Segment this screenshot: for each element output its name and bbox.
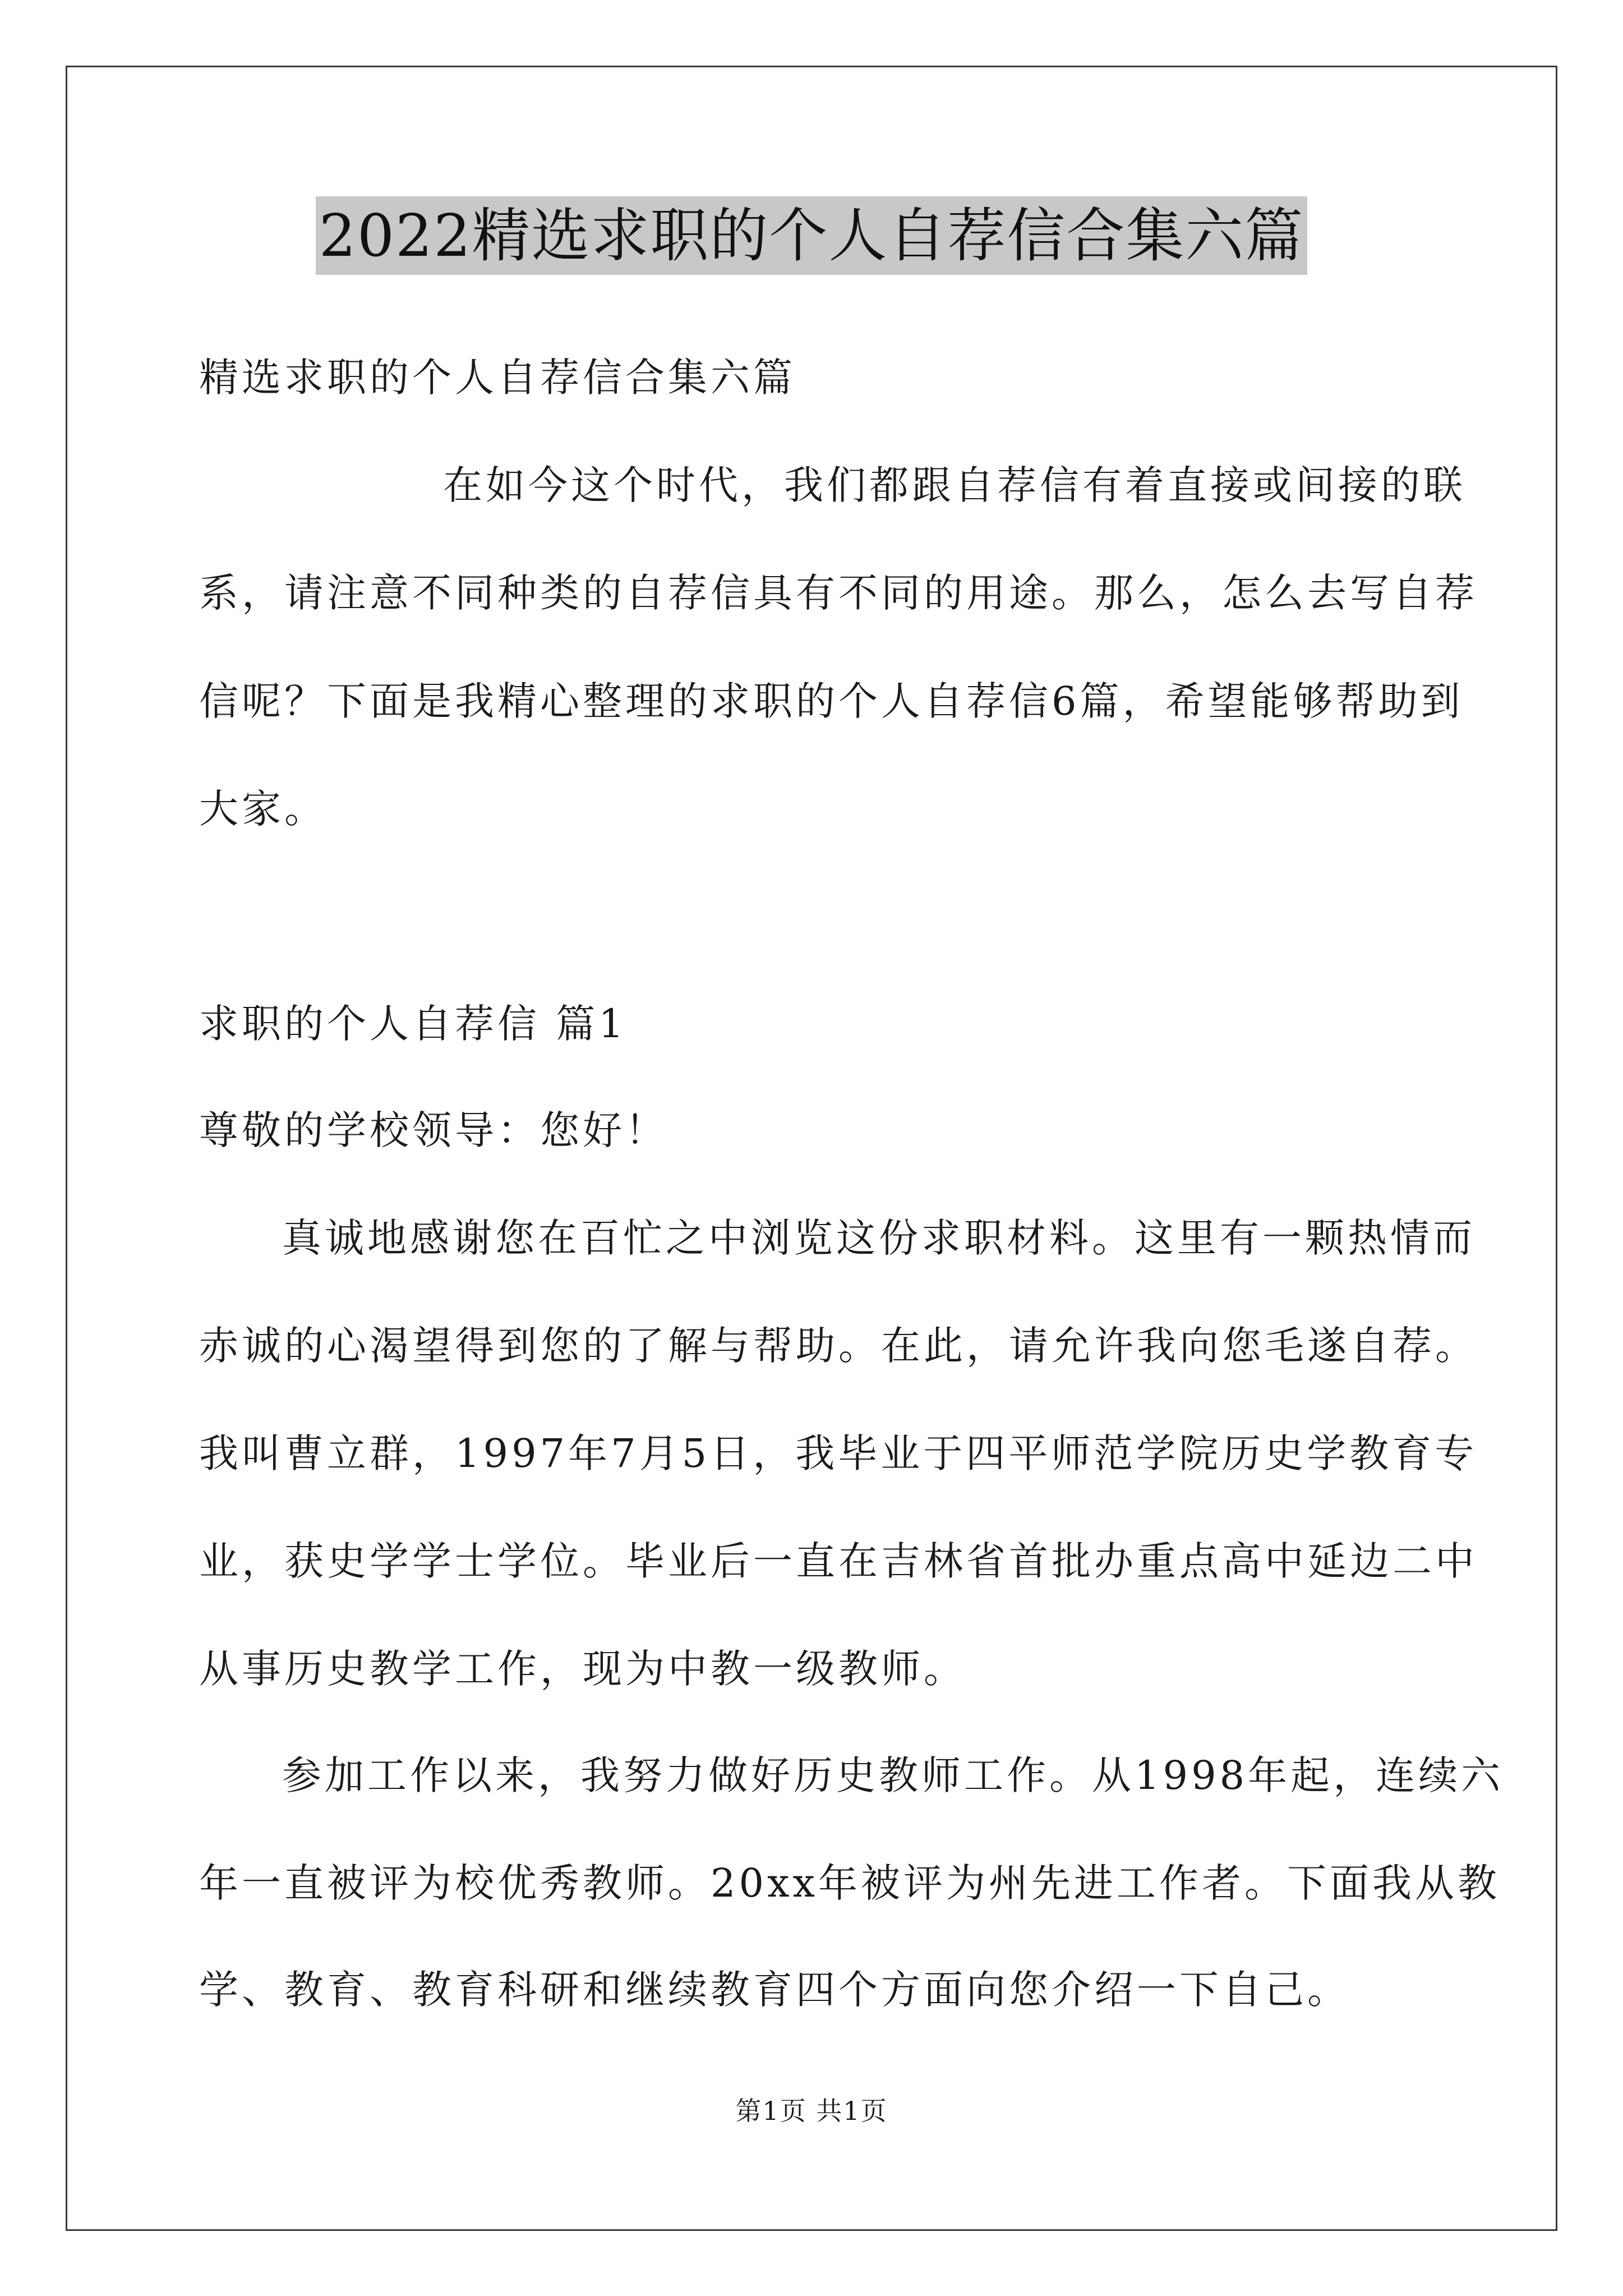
- body-line: 从事历史教学工作，现为中教一级教师。: [199, 1646, 966, 1692]
- document-title: 2022精选求职的个人自荐信合集六篇: [316, 196, 1308, 275]
- body-line: 在如今这个时代，我们都跟自荐信有着直接或间接的联: [443, 462, 1466, 508]
- body-line: 系，请注意不同种类的自荐信具有不同的用途。那么，怎么去写自荐: [199, 570, 1478, 616]
- body-line: 年一直被评为校优秀教师。20xx年被评为州先进工作者。下面我从教: [199, 1860, 1501, 1906]
- body-line: 真诚地感谢您在百忙之中浏览这份求职材料。这里有一颗热情而: [282, 1215, 1476, 1261]
- body-line: 我叫曹立群，1997年7月5日，我毕业于四平师范学院历史学教育专: [199, 1430, 1478, 1476]
- body-line: 参加工作以来，我努力做好历史教师工作。从1998年起，连续六: [282, 1752, 1504, 1798]
- page-footer: 第1页 共1页: [735, 2096, 888, 2126]
- title-container: [0, 196, 1623, 275]
- salutation: 尊敬的学校领导：您好！: [199, 1107, 668, 1153]
- body-line: 赤诚的心渴望得到您的了解与帮助。在此，请允许我向您毛遂自荐。: [199, 1323, 1478, 1369]
- body-line: 业，获史学学士学位。毕业后一直在吉林省首批办重点高中延边二中: [199, 1538, 1478, 1584]
- body-line: 大家。: [199, 786, 327, 832]
- body-line: 信呢？下面是我精心整理的求职的个人自荐信6篇，希望能够帮助到: [199, 678, 1464, 724]
- body-line: 学、教育、教育科研和继续教育四个方面向您介绍一下自己。: [199, 1967, 1350, 2013]
- section-heading: 求职的个人自荐信 篇1: [199, 1001, 627, 1047]
- body-line: 精选求职的个人自荐信合集六篇: [199, 355, 796, 401]
